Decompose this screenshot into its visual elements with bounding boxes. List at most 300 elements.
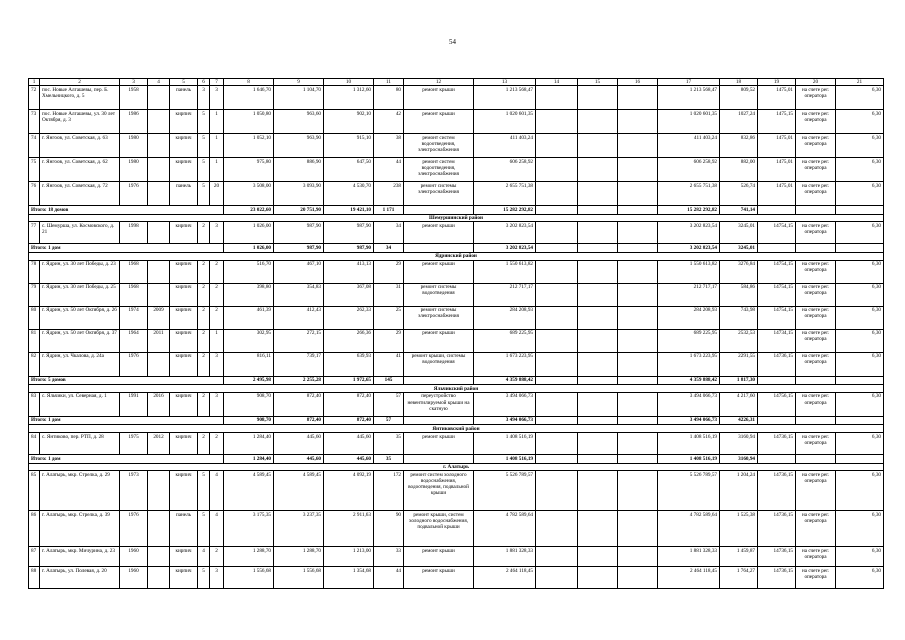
table-cell: кирпич xyxy=(170,392,198,416)
table-cell: г. Алатырь, ул. Полевая, д. 20 xyxy=(40,567,120,589)
total-cell: 741,14 xyxy=(720,206,758,215)
total-label: Итого: 1 дом xyxy=(29,455,224,464)
table-cell: 284 208,93 xyxy=(658,306,720,329)
table-cell: 2 xyxy=(210,260,224,283)
table-cell: 75 xyxy=(29,158,40,182)
table-cell xyxy=(618,511,658,547)
table-cell: 3 508,00 xyxy=(224,182,274,206)
table-cell xyxy=(618,471,658,511)
table-cell: 1964 xyxy=(120,329,148,352)
table-cell xyxy=(148,511,170,547)
table-cell: пос. Новые Алгашевы, пер. Б. Хмельницкого, д. 5 xyxy=(40,86,120,110)
table-cell: 2 464 118,45 xyxy=(658,567,720,589)
page-number: 54 xyxy=(449,38,456,46)
total-cell xyxy=(796,455,836,464)
total-cell xyxy=(796,416,836,425)
table-cell: 689 225,95 xyxy=(658,329,720,352)
table-cell xyxy=(578,306,618,329)
table-cell: ремонт крыши xyxy=(404,433,474,455)
table-cell: на счете рег. оператора xyxy=(796,158,836,182)
table-cell: 6,30 xyxy=(836,567,884,589)
table-cell: 963,60 xyxy=(274,110,324,134)
table-row xyxy=(29,158,884,182)
total-cell xyxy=(618,416,658,425)
table-cell: 80 xyxy=(374,86,404,110)
column-number-cell: 18 xyxy=(720,79,758,86)
table-cell xyxy=(618,182,658,206)
table-cell: г. Янгоов, ул. Советская, д. 63 xyxy=(40,134,120,158)
table-cell: кирпич xyxy=(170,352,198,376)
table-cell: 975,80 xyxy=(224,158,274,182)
total-cell xyxy=(758,455,796,464)
total-cell: 1 817,30 xyxy=(720,376,758,385)
table-cell xyxy=(536,86,578,110)
table-cell: пос. Новые Алгашевы, ул. 30 лет Октября, д. 3 xyxy=(40,110,120,134)
table-cell xyxy=(578,433,618,455)
table-cell: г. Янгоов, ул. Советская, д. 72 xyxy=(40,182,120,206)
table-cell xyxy=(618,222,658,244)
table-cell: 5 xyxy=(198,110,210,134)
table-cell: 467,10 xyxy=(274,260,324,283)
district-row xyxy=(29,425,884,433)
table-cell: 3 494 066,73 xyxy=(658,392,720,416)
table-cell: 526,74 xyxy=(720,182,758,206)
table-cell: 34 xyxy=(374,222,404,244)
table-cell: 5 xyxy=(198,471,210,511)
district-row xyxy=(29,385,884,393)
table-cell: 4 xyxy=(210,471,224,511)
table-cell: ремонт крыши xyxy=(404,260,474,283)
column-number-cell: 12 xyxy=(404,79,474,86)
total-cell xyxy=(536,244,578,253)
table-cell xyxy=(578,392,618,416)
table-cell: 2 655 751,38 xyxy=(658,182,720,206)
table-cell: ремонт крыши xyxy=(404,567,474,589)
table-cell: 3 xyxy=(210,567,224,589)
table-cell xyxy=(536,352,578,376)
table-cell: 461,39 xyxy=(224,306,274,329)
total-cell xyxy=(618,376,658,385)
table-cell: 6,30 xyxy=(836,329,884,352)
table-cell: 90 xyxy=(374,511,404,547)
table-cell: 739,17 xyxy=(274,352,324,376)
table-cell: 411 403,24 xyxy=(658,134,720,158)
total-cell: 2 255,28 xyxy=(274,376,324,385)
table-cell xyxy=(536,511,578,547)
table-cell: 987,90 xyxy=(274,222,324,244)
table-cell: ремонт систем водоотведения, электроснабжения xyxy=(404,158,474,182)
table-cell: 6,30 xyxy=(836,182,884,206)
table-cell xyxy=(578,547,618,567)
table-row xyxy=(29,134,884,158)
table-cell: ремонт системы водоотведения xyxy=(404,283,474,306)
table-cell: 80 xyxy=(29,306,40,329)
table-cell xyxy=(578,283,618,306)
table-cell xyxy=(578,352,618,376)
table-cell: 6,30 xyxy=(836,306,884,329)
table-cell: 1 284,40 xyxy=(224,433,274,455)
table-cell: кирпич xyxy=(170,433,198,455)
table-cell: 1976 xyxy=(120,182,148,206)
column-number-cell: 21 xyxy=(836,79,884,86)
table-cell: 14754,15 xyxy=(758,283,796,306)
total-cell: 2 495,98 xyxy=(224,376,274,385)
table-cell: 689 225,95 xyxy=(474,329,536,352)
total-cell: 1 284,40 xyxy=(224,455,274,464)
total-cell: 3245,01 xyxy=(720,244,758,253)
table-row xyxy=(29,547,884,567)
total-row xyxy=(29,416,884,425)
table-cell: 987,90 xyxy=(324,222,374,244)
table-cell: 1 459,87 xyxy=(720,547,758,567)
table-cell: на счете рег. оператора xyxy=(796,511,836,547)
table-cell: 902,10 xyxy=(324,110,374,134)
table-row xyxy=(29,182,884,206)
table-cell: 2 655 751,38 xyxy=(474,182,536,206)
table-cell: 639,93 xyxy=(324,352,374,376)
table-cell: 82 xyxy=(29,352,40,376)
table-cell: г. Ядрин, ул. 30 лет Победы, д. 23 xyxy=(40,260,120,283)
table-cell: 29 xyxy=(374,260,404,283)
total-cell xyxy=(758,416,796,425)
total-cell xyxy=(836,206,884,215)
housing-repair-table xyxy=(28,78,884,589)
table-cell: 1960 xyxy=(120,567,148,589)
total-cell xyxy=(758,376,796,385)
table-cell: 445,60 xyxy=(324,433,374,455)
total-cell: 1 972,65 xyxy=(324,376,374,385)
total-cell: 20 751,90 xyxy=(274,206,324,215)
total-cell xyxy=(758,244,796,253)
table-cell: г. Алатырь, мкр. Стрелка, д. 39 xyxy=(40,511,120,547)
table-cell: 1 556,68 xyxy=(224,567,274,589)
total-cell xyxy=(536,455,578,464)
table-cell xyxy=(148,352,170,376)
column-number-cell: 3 xyxy=(120,79,148,86)
table-row xyxy=(29,511,884,547)
total-cell xyxy=(404,416,474,425)
total-cell xyxy=(536,376,578,385)
table-cell: кирпич xyxy=(170,158,198,182)
table-row xyxy=(29,260,884,283)
column-number-cell: 17 xyxy=(658,79,720,86)
table-row xyxy=(29,222,884,244)
total-cell xyxy=(796,244,836,253)
table-cell: 915,10 xyxy=(324,134,374,158)
table-cell: 1991 xyxy=(120,392,148,416)
table-cell: кирпич xyxy=(170,222,198,244)
table-row xyxy=(29,433,884,455)
table-cell: 87 xyxy=(29,547,40,567)
total-label: Итого: 1 дом xyxy=(29,244,224,253)
table-cell: 5 xyxy=(198,158,210,182)
table-cell: ремонт крыши, систем холодного водоснабжения, подвальной крыши xyxy=(404,511,474,547)
table-cell: 1976 xyxy=(120,352,148,376)
total-cell: 3 494 066,73 xyxy=(474,416,536,425)
table-cell: 1 288,70 xyxy=(224,547,274,567)
table-cell: 816,11 xyxy=(224,352,274,376)
table-cell: 5 xyxy=(198,567,210,589)
total-cell: 1 171 xyxy=(374,206,404,215)
table-cell: кирпич xyxy=(170,110,198,134)
table-cell: 4 782 589,64 xyxy=(474,511,536,547)
table-cell: 5 xyxy=(198,511,210,547)
table-cell: 445,60 xyxy=(274,433,324,455)
table-cell: 2 xyxy=(198,433,210,455)
total-cell xyxy=(404,455,474,464)
table-cell: на счете рег. оператора xyxy=(796,392,836,416)
table-cell: 1 881 328,33 xyxy=(474,547,536,567)
table-cell: 908,70 xyxy=(224,392,274,416)
table-cell: 172 xyxy=(374,471,404,511)
table-cell: 2 911,63 xyxy=(324,511,374,547)
table-cell: 1 550 613,82 xyxy=(658,260,720,283)
table-cell: 886,90 xyxy=(274,158,324,182)
total-cell: 3 202 823,54 xyxy=(474,244,536,253)
table-cell: 6,30 xyxy=(836,260,884,283)
column-number-cell: 14 xyxy=(536,79,578,86)
table-cell xyxy=(618,352,658,376)
table-cell xyxy=(536,134,578,158)
total-cell xyxy=(404,376,474,385)
table-cell: 411 403,24 xyxy=(474,134,536,158)
table-cell xyxy=(578,511,618,547)
table-cell: 1975 xyxy=(120,433,148,455)
total-cell xyxy=(836,455,884,464)
table-cell: 3276,84 xyxy=(720,260,758,283)
table-cell: 4 092,19 xyxy=(324,471,374,511)
table-cell: 1968 xyxy=(120,283,148,306)
total-cell: 4226,31 xyxy=(720,416,758,425)
table-cell: 1 213 568,47 xyxy=(474,86,536,110)
table-cell: 4 xyxy=(198,547,210,567)
table-cell: 3 202 823,54 xyxy=(474,222,536,244)
table-cell xyxy=(618,433,658,455)
table-cell: 3 xyxy=(210,86,224,110)
table-cell: 1973 xyxy=(120,471,148,511)
table-cell: г. Ядрин, ул. 50 лет Октября, д. 37 xyxy=(40,329,120,352)
table-cell: кирпич xyxy=(170,567,198,589)
table-cell: на счете рег. оператора xyxy=(796,433,836,455)
table-cell: 2009 xyxy=(148,306,170,329)
table-cell: 5 xyxy=(198,182,210,206)
table-cell: г. Ядрин, ул. 30 лет Победы, д. 25 xyxy=(40,283,120,306)
table-cell: 2012 xyxy=(148,433,170,455)
table-cell: ремонт крыши xyxy=(404,222,474,244)
total-cell: 15 282 292,82 xyxy=(658,206,720,215)
total-cell: 4 359 888,42 xyxy=(474,376,536,385)
table-row xyxy=(29,471,884,511)
district-name: Янтиковский район xyxy=(29,425,884,433)
table-cell xyxy=(578,86,618,110)
table-cell: кирпич xyxy=(170,547,198,567)
table-cell: ремонт крыши xyxy=(404,110,474,134)
total-cell: 987,90 xyxy=(324,244,374,253)
table-cell: кирпич xyxy=(170,260,198,283)
table-cell: 1960 xyxy=(120,547,148,567)
table-cell: 44 xyxy=(374,158,404,182)
table-cell: 83 xyxy=(29,392,40,416)
table-cell: 2 xyxy=(210,306,224,329)
table-cell xyxy=(578,110,618,134)
table-cell xyxy=(578,182,618,206)
column-number-cell: 1 xyxy=(29,79,40,86)
table-cell: 1475,01 xyxy=(758,134,796,158)
table-cell: 1 xyxy=(210,329,224,352)
table-cell xyxy=(148,182,170,206)
table-cell: 1980 xyxy=(120,134,148,158)
total-cell xyxy=(836,416,884,425)
table-cell: 1 312,60 xyxy=(324,86,374,110)
table-cell xyxy=(148,547,170,567)
total-row xyxy=(29,376,884,385)
table-cell: 1 408 516,19 xyxy=(474,433,536,455)
table-cell: 76 xyxy=(29,182,40,206)
table-cell: 743,98 xyxy=(720,306,758,329)
table-cell: панель xyxy=(170,86,198,110)
table-cell: 1 104,70 xyxy=(274,86,324,110)
table-cell: 3245,01 xyxy=(720,222,758,244)
table-cell: 33 xyxy=(374,547,404,567)
table-cell: 1 213 568,47 xyxy=(658,86,720,110)
table-cell: 1986 xyxy=(120,110,148,134)
total-cell: 19 421,10 xyxy=(324,206,374,215)
total-cell: 23 022,60 xyxy=(224,206,274,215)
table-cell: на счете рег. оператора xyxy=(796,306,836,329)
table-cell: 14736,15 xyxy=(758,547,796,567)
table-cell xyxy=(148,86,170,110)
column-number-cell: 2 xyxy=(40,79,120,86)
table-cell: 1 020 601,35 xyxy=(474,110,536,134)
column-number-cell: 16 xyxy=(618,79,658,86)
total-cell: 3 202 823,54 xyxy=(658,244,720,253)
total-cell xyxy=(758,206,796,215)
table-cell: 6,30 xyxy=(836,511,884,547)
table-cell: 81 xyxy=(29,329,40,352)
table-cell: 1958 xyxy=(120,86,148,110)
column-number-cell: 4 xyxy=(148,79,170,86)
table-cell: на счете рег. оператора xyxy=(796,110,836,134)
table-cell: на счете рег. оператора xyxy=(796,182,836,206)
table-row xyxy=(29,352,884,376)
table-cell: на счете рег. оператора xyxy=(796,222,836,244)
table-cell: ремонт системы электроснабжения xyxy=(404,182,474,206)
table-cell xyxy=(148,110,170,134)
table-cell: 1 xyxy=(210,110,224,134)
table-cell: г. Алатырь, мкр. Мичурина, д. 23 xyxy=(40,547,120,567)
column-number-cell: 7 xyxy=(210,79,224,86)
table-cell: 14736,15 xyxy=(758,567,796,589)
column-number-row xyxy=(29,79,884,86)
table-cell: на счете рег. оператора xyxy=(796,567,836,589)
total-cell: 872,40 xyxy=(324,416,374,425)
total-cell xyxy=(536,416,578,425)
district-row xyxy=(29,252,884,260)
table-cell: 367,08 xyxy=(324,283,374,306)
district-name: г. Алатырь xyxy=(29,463,884,471)
total-row xyxy=(29,206,884,215)
table-cell: 3 175,35 xyxy=(224,511,274,547)
column-number-cell: 13 xyxy=(474,79,536,86)
table-cell: 2 xyxy=(198,352,210,376)
table-cell: 4 589,45 xyxy=(274,471,324,511)
table-row xyxy=(29,329,884,352)
table-cell: 1 550 613,82 xyxy=(474,260,536,283)
table-cell: 872,40 xyxy=(324,392,374,416)
table-cell xyxy=(618,567,658,589)
table-cell: 832,86 xyxy=(720,134,758,158)
table-cell: 73 xyxy=(29,110,40,134)
table-cell: кирпич xyxy=(170,306,198,329)
table-cell xyxy=(536,329,578,352)
total-cell: 35 xyxy=(374,455,404,464)
table-cell: 606 258,92 xyxy=(474,158,536,182)
table-cell: 2 xyxy=(210,547,224,567)
table-cell: 2 xyxy=(198,306,210,329)
table-cell: 3 xyxy=(210,392,224,416)
table-cell: панель xyxy=(170,182,198,206)
table-cell xyxy=(148,283,170,306)
table-cell xyxy=(536,547,578,567)
table-cell: 29 xyxy=(374,329,404,352)
table-cell: 3 xyxy=(198,86,210,110)
table-cell: на счете рег. оператора xyxy=(796,471,836,511)
table-cell: 5 526 789,57 xyxy=(658,471,720,511)
table-cell: 647,50 xyxy=(324,158,374,182)
table-cell: 57 xyxy=(374,392,404,416)
table-cell: 1 052,10 xyxy=(224,134,274,158)
total-cell xyxy=(404,206,474,215)
table-cell: 2 xyxy=(210,433,224,455)
table-cell: 2016 xyxy=(148,392,170,416)
table-cell: 14734,15 xyxy=(758,329,796,352)
table-cell xyxy=(148,567,170,589)
table-cell: г. Янгоов, ул. Советская, д. 62 xyxy=(40,158,120,182)
table-cell: г. Ядрин, ул. Чкалова, д. 24а xyxy=(40,352,120,376)
table-cell: 42 xyxy=(374,110,404,134)
total-label: Итого: 1 дом xyxy=(29,416,224,425)
table-cell xyxy=(536,110,578,134)
table-cell: 14736,15 xyxy=(758,352,796,376)
total-cell xyxy=(578,244,618,253)
table-cell xyxy=(536,471,578,511)
table-cell: на счете рег. оператора xyxy=(796,329,836,352)
table-cell xyxy=(148,134,170,158)
column-number-cell: 6 xyxy=(198,79,210,86)
table-cell: 398,80 xyxy=(224,283,274,306)
table-cell: 1980 xyxy=(120,158,148,182)
table-cell: 35 xyxy=(374,433,404,455)
table-cell: 14756,15 xyxy=(758,392,796,416)
table-row xyxy=(29,283,884,306)
table-cell: 606 258,92 xyxy=(658,158,720,182)
table-cell: 6,30 xyxy=(836,352,884,376)
table-cell: на счете рег. оператора xyxy=(796,352,836,376)
table-cell xyxy=(536,283,578,306)
table-cell: 1 764,27 xyxy=(720,567,758,589)
table-cell: 6,30 xyxy=(836,283,884,306)
table-cell: 78 xyxy=(29,260,40,283)
table-cell: 4 217,60 xyxy=(720,392,758,416)
table-cell: 77 xyxy=(29,222,40,244)
table-cell: 14736,15 xyxy=(758,511,796,547)
table-cell: 3 202 823,54 xyxy=(658,222,720,244)
total-cell xyxy=(536,206,578,215)
table-cell xyxy=(618,260,658,283)
table-cell: кирпич xyxy=(170,283,198,306)
table-cell: 86 xyxy=(29,511,40,547)
table-cell: ремонт систем холодного водоснабжения, водоотведения, подвальной крыши xyxy=(404,471,474,511)
